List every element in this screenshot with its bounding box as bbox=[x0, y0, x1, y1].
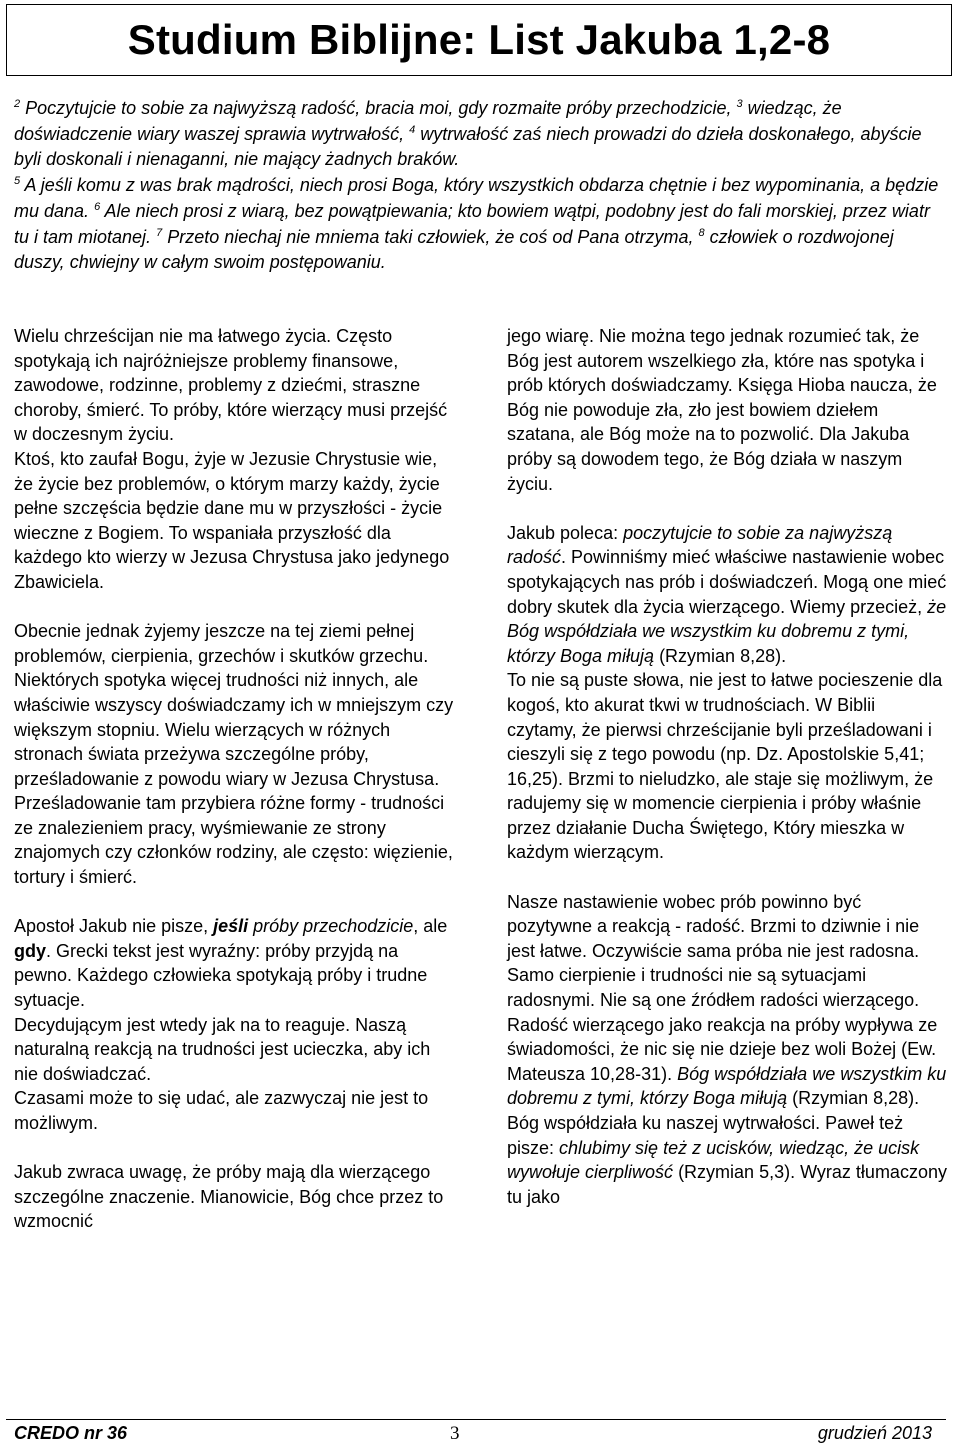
text-run: (Rzymian 8,28). bbox=[654, 645, 787, 666]
verse-text: wytrwałość zaś niech prowadzi do dzieła doskonałego, abyście byli doskonali i nienaganni, nie mający żadnych braków. bbox=[14, 123, 922, 170]
text-run: , ale bbox=[413, 916, 448, 937]
verse-text: wiedząc, że doświadczenie wiary waszej sprawia wytrwałość, bbox=[14, 98, 842, 144]
footer-publication: CREDO nr 36 bbox=[14, 1423, 128, 1443]
emphasis-text: jeśli bbox=[213, 916, 249, 937]
verse-number: 5 bbox=[14, 175, 21, 188]
paragraph: Wielu chrześcijan nie ma łatwego życia. Często spotykają ich najróżniejsze problemy finansowe, zawodowe, rodzinne, problemy z dziećmi, straszne choroby, śmierć. To próby, które wierzący musi przejść w doczesnym życiu. bbox=[14, 326, 448, 445]
page-footer bbox=[14, 1423, 932, 1447]
verse-number: 6 bbox=[94, 200, 101, 213]
text-run: . Grecki tekst jest wyraźny: próby przyjdą na pewno. Każdego człowieka spotykają próby i trudne sytuacje. bbox=[14, 940, 428, 1011]
verse-number: 4 bbox=[409, 123, 416, 136]
verse-number: 8 bbox=[698, 226, 705, 239]
verse-text: Ale niech prosi z wiarą, bez powątpiewania; kto bowiem wątpi, podobny jest do fali morskiej, przez wiatr tu i tam miotanej. bbox=[14, 200, 930, 247]
italic-text: próby przechodzicie bbox=[248, 916, 414, 937]
verse-text: A jeśli komu z was brak mądrości, niech prosi Boga, który wszystkich obdarza chętnie i bez wypominania, a będzie mu dana. bbox=[14, 175, 939, 221]
page-title: Studium Biblijne: List Jakuba 1,2-8 bbox=[127, 16, 831, 63]
paragraph: To nie są puste słowa, nie jest to łatwe pocieszenie dla kogoś, kto akurat tkwi w trudnościach. W Biblii czytamy, że pierwsi chrześcijanie byli prześladowani i cieszyli się z tego powodu (np. Dz. Apostolskie 5,41; 16,25). Brzmi to nieludzko, ale staje się możliwym, że radujemy się w momencie cierpienia i próby właśnie przez działanie Ducha Świętego, Który mieszka w każdym wierzącym. bbox=[507, 670, 943, 863]
paragraph: jego wiarę. Nie można tego jednak rozumieć tak, że Bóg jest autorem wszelkiego zła, które nas spotyka i prób których doświadczamy. Księga Hioba naucza, że Bóg nie powoduje zła, zło jest bowiem dziełem szatana, ale Bóg może na to pozwolić. Dla Jakuba próby są dowodem tego, że Bóg działa w naszym życiu. bbox=[507, 326, 937, 494]
scripture-passage bbox=[14, 96, 944, 276]
paragraph bbox=[507, 521, 947, 669]
paragraph: Czasami może to się udać, ale zazwyczaj nie jest to możliwym. bbox=[14, 1088, 429, 1133]
verse-number: 7 bbox=[156, 226, 163, 239]
paragraph: Decydującym jest wtedy jak na to reaguje. Naszą naturalną reakcją na trudności jest ucieczka, aby ich nie doświadczać. bbox=[14, 1014, 431, 1084]
verse-text: Przeto niechaj nie mniema taki człowiek, że coś od Pana otrzyma, bbox=[167, 226, 694, 247]
page-number: 3 bbox=[450, 1423, 460, 1444]
text-run: . Powinniśmy mieć właściwe nastawienie wobec spotykających nas prób i doświadczeń. Mogą one mieć dobry skutek dla życia wierzącego. Wiemy przecież, bbox=[507, 547, 947, 617]
text-run: Apostoł Jakub nie pisze, bbox=[14, 916, 214, 937]
text-run: Nasze nastawienie wobec prób powinno być pozytywne a reakcją - radość. Brzmi to dziwnie i nie jest łatwe. Oczywiście sama próba nie jest radosna. Samo cierpienie i trudności nie są sytuacjami radosnymi. Nie są one źródłem radości wierzącego. Radość wierzącego jako reakcja na próby wypływa ze świadomości, że nic się nie dzieje bez woli Bożej (Ew. Mateusza 10,28-31). bbox=[507, 891, 938, 1084]
footer-divider bbox=[6, 1419, 946, 1420]
verse-text: człowiek o rozdwojonej duszy, chwiejny w całym swoim postępowaniu. bbox=[14, 226, 894, 273]
text-run: Jakub poleca: bbox=[507, 522, 624, 543]
verse-number: 3 bbox=[736, 98, 743, 110]
text-run: (Rzymian 5,3). Wyraz tłumaczony tu jako bbox=[507, 1162, 947, 1207]
paragraph bbox=[14, 914, 454, 1012]
paragraph: Jakub zwraca uwagę, że próby mają dla wierzącego szczególne znaczenie. Mianowicie, Bóg chce przez to wzmocnić bbox=[14, 1162, 444, 1232]
text-run: (Rzymian 8,28). Bóg współdziała ku naszej wytrwałości. Paweł też pisze: bbox=[507, 1088, 920, 1158]
title-box bbox=[6, 4, 952, 76]
left-column bbox=[14, 324, 454, 1234]
verse-number: 2 bbox=[14, 98, 21, 110]
paragraph bbox=[507, 890, 947, 1210]
paragraph: Obecnie jednak żyjemy jeszcze na tej ziemi pełnej problemów, cierpienia, grzechów i skutków grzechu. bbox=[14, 621, 429, 666]
italic-text: poczytujcie to sobie za najwyższą radość bbox=[507, 522, 893, 568]
italic-text: że Bóg współdziała we wszystkim ku dobremu z tymi, którzy Boga miłują bbox=[507, 596, 947, 666]
paragraph: Ktoś, kto zaufał Bogu, żyje w Jezusie Chrystusie wie, że życie bez problemów, o którym marzy każdy, życie pełne szczęścia będzie dane mu w przyszłości - życie wieczne z Bogiem. To wspaniała przyszłość dla każdego kto wierzy w Jezusa Chrystusa jako jedynego Zbawiciela. bbox=[14, 448, 450, 592]
verse-text: Poczytujcie to sobie za najwyższą radość, bracia moi, gdy rozmaite próby przechodzicie, bbox=[25, 98, 732, 118]
right-column bbox=[507, 324, 947, 1209]
paragraph: Prześladowanie tam przybiera różne formy - trudności ze znalezieniem pracy, wyśmiewanie ze strony znajomych czy członków rodziny, ale często: więzienie, tortury i śmierć. bbox=[14, 793, 453, 888]
footer-date: grudzień 2013 bbox=[817, 1423, 932, 1443]
italic-text: Bóg współdziała we wszystkim ku dobremu z tymi, którzy Boga miłują bbox=[507, 1063, 947, 1109]
italic-text: chlubimy się też z ucisków, wiedząc, że ucisk wywołuje cierpliwość bbox=[507, 1137, 920, 1183]
paragraph: Niektórych spotyka więcej trudności niż innych, ale właściwie wszyscy doświadczamy ich w mniejszym czy większym stopniu. Wielu wierzących w różnych stronach świata przeżywa szczególne próby, prześladowanie z powodu wiary w Jezusa Chrystusa. bbox=[14, 670, 454, 789]
bold-text: gdy bbox=[14, 940, 47, 961]
